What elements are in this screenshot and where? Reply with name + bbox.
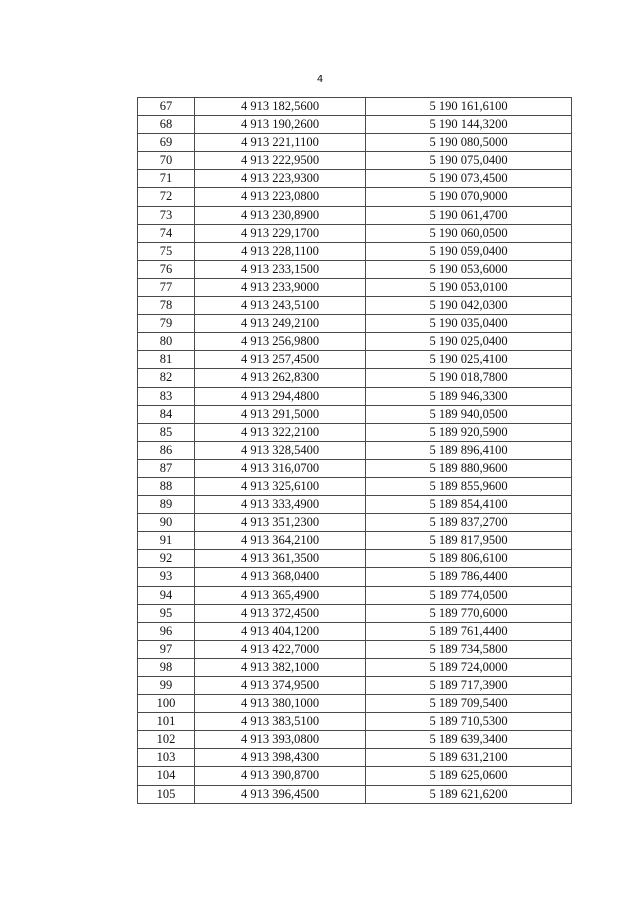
point-number-cell: 69: [138, 134, 195, 152]
y-coordinate-cell: 5 190 053,0100: [366, 278, 572, 296]
table-row: [138, 224, 572, 242]
table-row: [138, 369, 572, 387]
y-coordinate-cell: 5 190 080,5000: [366, 134, 572, 152]
point-number-cell: 82: [138, 369, 195, 387]
table-row: [138, 98, 572, 116]
y-coordinate-cell: 5 189 621,6200: [366, 785, 572, 803]
point-number-cell: 77: [138, 278, 195, 296]
y-coordinate-cell: 5 189 817,9500: [366, 532, 572, 550]
table-row: [138, 387, 572, 405]
x-coordinate-cell: 4 913 398,4300: [195, 749, 366, 767]
y-coordinate-cell: 5 189 709,5400: [366, 695, 572, 713]
table-row: [138, 152, 572, 170]
x-coordinate-cell: 4 913 393,0800: [195, 731, 366, 749]
y-coordinate-cell: 5 190 144,3200: [366, 116, 572, 134]
point-number-cell: 74: [138, 224, 195, 242]
y-coordinate-cell: 5 189 786,4400: [366, 568, 572, 586]
y-coordinate-cell: 5 190 035,0400: [366, 315, 572, 333]
table-row: [138, 695, 572, 713]
point-number-cell: 104: [138, 767, 195, 785]
point-number-cell: 94: [138, 586, 195, 604]
y-coordinate-cell: 5 189 855,9600: [366, 477, 572, 495]
table-row: [138, 677, 572, 695]
x-coordinate-cell: 4 913 396,4500: [195, 785, 366, 803]
x-coordinate-cell: 4 913 316,0700: [195, 459, 366, 477]
point-number-cell: 96: [138, 622, 195, 640]
y-coordinate-cell: 5 190 053,6000: [366, 260, 572, 278]
table-row: [138, 514, 572, 532]
point-number-cell: 84: [138, 405, 195, 423]
table-row: [138, 405, 572, 423]
y-coordinate-cell: 5 189 770,6000: [366, 604, 572, 622]
point-number-cell: 103: [138, 749, 195, 767]
x-coordinate-cell: 4 913 229,1700: [195, 224, 366, 242]
point-number-cell: 99: [138, 677, 195, 695]
table-row: [138, 496, 572, 514]
point-number-cell: 88: [138, 477, 195, 495]
point-number-cell: 79: [138, 315, 195, 333]
table-row: [138, 278, 572, 296]
table-row: [138, 568, 572, 586]
x-coordinate-cell: 4 913 374,9500: [195, 677, 366, 695]
y-coordinate-cell: 5 190 061,4700: [366, 206, 572, 224]
x-coordinate-cell: 4 913 422,7000: [195, 640, 366, 658]
point-number-cell: 80: [138, 333, 195, 351]
y-coordinate-cell: 5 189 761,4400: [366, 622, 572, 640]
table-row: [138, 622, 572, 640]
x-coordinate-cell: 4 913 233,1500: [195, 260, 366, 278]
y-coordinate-cell: 5 190 161,6100: [366, 98, 572, 116]
y-coordinate-cell: 5 189 710,5300: [366, 713, 572, 731]
x-coordinate-cell: 4 913 294,4800: [195, 387, 366, 405]
table-row: [138, 441, 572, 459]
table-row: [138, 731, 572, 749]
x-coordinate-cell: 4 913 404,1200: [195, 622, 366, 640]
x-coordinate-cell: 4 913 368,0400: [195, 568, 366, 586]
y-coordinate-cell: 5 189 920,5900: [366, 423, 572, 441]
table-row: [138, 532, 572, 550]
x-coordinate-cell: 4 913 364,2100: [195, 532, 366, 550]
table-row: [138, 297, 572, 315]
point-number-cell: 92: [138, 550, 195, 568]
table-row: [138, 315, 572, 333]
x-coordinate-cell: 4 913 228,1100: [195, 242, 366, 260]
x-coordinate-cell: 4 913 383,5100: [195, 713, 366, 731]
y-coordinate-cell: 5 189 734,5800: [366, 640, 572, 658]
point-number-cell: 98: [138, 658, 195, 676]
x-coordinate-cell: 4 913 372,4500: [195, 604, 366, 622]
table-row: [138, 785, 572, 803]
point-number-cell: 101: [138, 713, 195, 731]
point-number-cell: 97: [138, 640, 195, 658]
x-coordinate-cell: 4 913 382,1000: [195, 658, 366, 676]
table-row: [138, 658, 572, 676]
x-coordinate-cell: 4 913 233,9000: [195, 278, 366, 296]
point-number-cell: 102: [138, 731, 195, 749]
table-row: [138, 767, 572, 785]
x-coordinate-cell: 4 913 243,5100: [195, 297, 366, 315]
table-row: [138, 749, 572, 767]
point-number-cell: 83: [138, 387, 195, 405]
point-number-cell: 81: [138, 351, 195, 369]
point-number-cell: 76: [138, 260, 195, 278]
table-row: [138, 423, 572, 441]
x-coordinate-cell: 4 913 351,2300: [195, 514, 366, 532]
y-coordinate-cell: 5 189 625,0600: [366, 767, 572, 785]
x-coordinate-cell: 4 913 325,6100: [195, 477, 366, 495]
point-number-cell: 89: [138, 496, 195, 514]
page-number: 4: [316, 74, 324, 85]
x-coordinate-cell: 4 913 291,5000: [195, 405, 366, 423]
point-number-cell: 100: [138, 695, 195, 713]
table-row: [138, 586, 572, 604]
coordinates-table-body: [138, 98, 572, 804]
point-number-cell: 72: [138, 188, 195, 206]
x-coordinate-cell: 4 913 223,9300: [195, 170, 366, 188]
y-coordinate-cell: 5 190 073,4500: [366, 170, 572, 188]
table-row: [138, 206, 572, 224]
y-coordinate-cell: 5 189 854,4100: [366, 496, 572, 514]
y-coordinate-cell: 5 189 631,2100: [366, 749, 572, 767]
point-number-cell: 95: [138, 604, 195, 622]
x-coordinate-cell: 4 913 223,0800: [195, 188, 366, 206]
y-coordinate-cell: 5 189 837,2700: [366, 514, 572, 532]
point-number-cell: 75: [138, 242, 195, 260]
point-number-cell: 86: [138, 441, 195, 459]
table-row: [138, 351, 572, 369]
table-row: [138, 188, 572, 206]
y-coordinate-cell: 5 189 940,0500: [366, 405, 572, 423]
x-coordinate-cell: 4 913 328,5400: [195, 441, 366, 459]
y-coordinate-cell: 5 190 070,9000: [366, 188, 572, 206]
table-row: [138, 713, 572, 731]
point-number-cell: 105: [138, 785, 195, 803]
point-number-cell: 93: [138, 568, 195, 586]
table-row: [138, 640, 572, 658]
table-row: [138, 459, 572, 477]
coordinates-table: [137, 97, 572, 804]
x-coordinate-cell: 4 913 182,5600: [195, 98, 366, 116]
x-coordinate-cell: 4 913 322,2100: [195, 423, 366, 441]
x-coordinate-cell: 4 913 256,9800: [195, 333, 366, 351]
x-coordinate-cell: 4 913 390,8700: [195, 767, 366, 785]
y-coordinate-cell: 5 189 717,3900: [366, 677, 572, 695]
y-coordinate-cell: 5 189 946,3300: [366, 387, 572, 405]
y-coordinate-cell: 5 190 025,4100: [366, 351, 572, 369]
y-coordinate-cell: 5 189 896,4100: [366, 441, 572, 459]
y-coordinate-cell: 5 190 025,0400: [366, 333, 572, 351]
y-coordinate-cell: 5 189 639,3400: [366, 731, 572, 749]
point-number-cell: 87: [138, 459, 195, 477]
y-coordinate-cell: 5 190 042,0300: [366, 297, 572, 315]
table-row: [138, 477, 572, 495]
table-row: [138, 116, 572, 134]
x-coordinate-cell: 4 913 257,4500: [195, 351, 366, 369]
x-coordinate-cell: 4 913 222,9500: [195, 152, 366, 170]
table-row: [138, 242, 572, 260]
y-coordinate-cell: 5 190 018,7800: [366, 369, 572, 387]
y-coordinate-cell: 5 189 774,0500: [366, 586, 572, 604]
table-row: [138, 604, 572, 622]
x-coordinate-cell: 4 913 190,2600: [195, 116, 366, 134]
point-number-cell: 73: [138, 206, 195, 224]
y-coordinate-cell: 5 189 806,6100: [366, 550, 572, 568]
y-coordinate-cell: 5 189 880,9600: [366, 459, 572, 477]
table-row: [138, 170, 572, 188]
x-coordinate-cell: 4 913 380,1000: [195, 695, 366, 713]
point-number-cell: 78: [138, 297, 195, 315]
table-row: [138, 260, 572, 278]
point-number-cell: 85: [138, 423, 195, 441]
point-number-cell: 90: [138, 514, 195, 532]
x-coordinate-cell: 4 913 262,8300: [195, 369, 366, 387]
y-coordinate-cell: 5 190 059,0400: [366, 242, 572, 260]
point-number-cell: 67: [138, 98, 195, 116]
table-row: [138, 550, 572, 568]
x-coordinate-cell: 4 913 249,2100: [195, 315, 366, 333]
table-row: [138, 333, 572, 351]
y-coordinate-cell: 5 190 060,0500: [366, 224, 572, 242]
table-row: [138, 134, 572, 152]
point-number-cell: 70: [138, 152, 195, 170]
x-coordinate-cell: 4 913 230,8900: [195, 206, 366, 224]
point-number-cell: 71: [138, 170, 195, 188]
y-coordinate-cell: 5 190 075,0400: [366, 152, 572, 170]
x-coordinate-cell: 4 913 221,1100: [195, 134, 366, 152]
y-coordinate-cell: 5 189 724,0000: [366, 658, 572, 676]
point-number-cell: 68: [138, 116, 195, 134]
x-coordinate-cell: 4 913 361,3500: [195, 550, 366, 568]
x-coordinate-cell: 4 913 333,4900: [195, 496, 366, 514]
point-number-cell: 91: [138, 532, 195, 550]
x-coordinate-cell: 4 913 365,4900: [195, 586, 366, 604]
